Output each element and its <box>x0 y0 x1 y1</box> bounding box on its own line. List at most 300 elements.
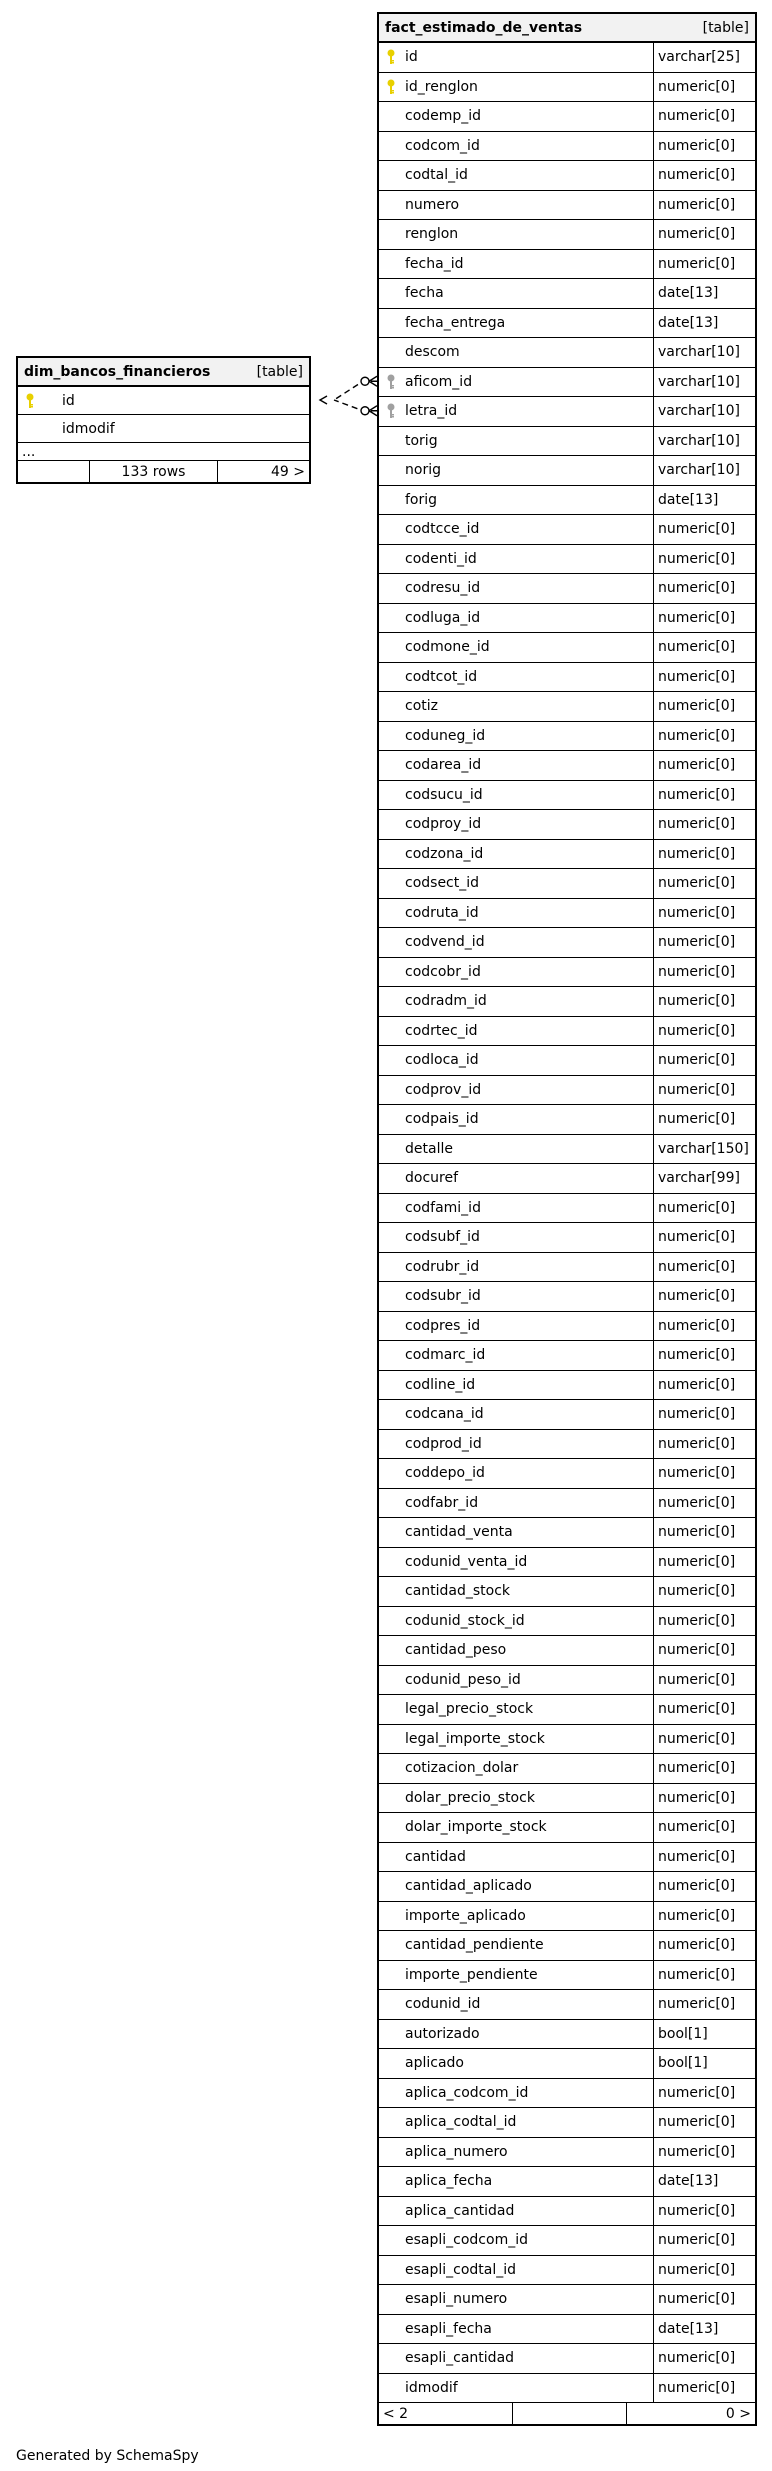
column-name <box>379 309 653 338</box>
column-name <box>379 810 653 839</box>
column-name-text: aplicado <box>405 2055 464 2072</box>
column-name <box>379 220 653 249</box>
column-type: numeric[0] <box>653 73 755 102</box>
column-name-text: codpres_id <box>405 1317 481 1334</box>
relationship-line-aficom-id[interactable] <box>334 381 377 400</box>
column-type: numeric[0] <box>653 2256 755 2285</box>
column-row-dolar-precio-stock[interactable] <box>379 1783 755 1813</box>
column-type: numeric[0] <box>653 1754 755 1783</box>
column-name-text: esapli_codcom_id <box>405 2232 528 2249</box>
column-row-codunid-id[interactable] <box>379 1989 755 2019</box>
column-row-cantidad-pendiente[interactable] <box>379 1930 755 1960</box>
column-name <box>379 722 653 751</box>
column-name <box>379 515 653 544</box>
column-name <box>379 574 653 603</box>
column-name <box>379 1371 653 1400</box>
column-row-codline-id[interactable] <box>379 1370 755 1400</box>
column-type: numeric[0] <box>653 1341 755 1370</box>
column-row-autorizado[interactable] <box>379 2019 755 2049</box>
column-name-text: dolar_precio_stock <box>405 1789 535 1806</box>
column-name-text: cantidad <box>405 1848 466 1865</box>
column-row-esapli-codtal-id[interactable] <box>379 2255 755 2285</box>
column-name <box>379 2020 653 2049</box>
column-type: numeric[0] <box>653 1017 755 1046</box>
column-row-importe-aplicado[interactable] <box>379 1901 755 1931</box>
column-type: numeric[0] <box>653 1076 755 1105</box>
column-type: numeric[0] <box>653 899 755 928</box>
column-row-codemp-id[interactable] <box>379 101 755 131</box>
column-row-codloca-id[interactable] <box>379 1045 755 1075</box>
column-name-text: torig <box>405 432 438 449</box>
column-name <box>379 191 653 220</box>
column-row-aficom-id[interactable] <box>379 367 755 397</box>
column-row-idmodif[interactable] <box>379 2373 755 2403</box>
column-type: numeric[0] <box>653 2197 755 2226</box>
column-row-forig[interactable] <box>379 485 755 515</box>
column-name <box>379 751 653 780</box>
column-type: numeric[0] <box>653 2108 755 2137</box>
column-name-text: codzona_id <box>405 845 484 862</box>
column-name <box>379 456 653 485</box>
column-type: numeric[0] <box>653 515 755 544</box>
column-name <box>379 663 653 692</box>
column-row-codtcot-id[interactable] <box>379 662 755 692</box>
column-type: numeric[0] <box>653 604 755 633</box>
column-name-text: importe_pendiente <box>405 1966 538 1983</box>
column-name-text: codcom_id <box>405 137 480 154</box>
column-name <box>379 958 653 987</box>
column-row-codprov-id[interactable] <box>379 1075 755 1105</box>
column-name <box>379 2344 653 2373</box>
ellipsis-row <box>18 442 309 460</box>
column-row-codmarc-id[interactable] <box>379 1340 755 1370</box>
column-row-cantidad-peso[interactable] <box>379 1635 755 1665</box>
column-name-text: esapli_cantidad <box>405 2350 515 2367</box>
column-row-codluga-id[interactable] <box>379 603 755 633</box>
column-type: numeric[0] <box>653 1046 755 1075</box>
column-row-aplica-numero[interactable] <box>379 2137 755 2167</box>
column-row-coduneg-id[interactable] <box>379 721 755 751</box>
column-name <box>379 2079 653 2108</box>
column-name-text: esapli_codtal_id <box>405 2261 517 2278</box>
column-type: bool[1] <box>653 2049 755 2078</box>
column-name <box>379 102 653 131</box>
column-type: numeric[0] <box>653 633 755 662</box>
column-type: varchar[10] <box>653 427 755 456</box>
column-name-text: codcobr_id <box>405 963 481 980</box>
column-name <box>379 73 653 102</box>
column-type: varchar[25] <box>653 43 755 72</box>
column-row-docuref[interactable] <box>379 1163 755 1193</box>
column-row-codpais-id[interactable] <box>379 1104 755 1134</box>
column-row-cantidad[interactable] <box>379 1842 755 1872</box>
column-name <box>379 1518 653 1547</box>
column-row-esapli-codcom-id[interactable] <box>379 2225 755 2255</box>
column-name-text: codmone_id <box>405 639 490 656</box>
column-name <box>379 1135 653 1164</box>
column-name-text: cotizacion_dolar <box>405 1760 519 1777</box>
column-name-text: cantidad_pendiente <box>405 1937 544 1954</box>
column-name-text: numero <box>405 196 460 213</box>
column-type: numeric[0] <box>653 220 755 249</box>
column-list <box>18 386 309 442</box>
column-row-codcobr-id[interactable] <box>379 957 755 987</box>
table-type: [table] <box>256 363 303 380</box>
column-type: numeric[0] <box>653 2285 755 2314</box>
column-name <box>379 2108 653 2137</box>
column-row-codruta-id[interactable] <box>379 898 755 928</box>
column-name-text: fecha_id <box>405 255 464 272</box>
column-row-fecha-entrega[interactable] <box>379 308 755 338</box>
column-type: numeric[0] <box>653 1282 755 1311</box>
column-name-text: codsucu_id <box>405 786 483 803</box>
column-row-codresu-id[interactable] <box>379 573 755 603</box>
column-name-text: cantidad_peso <box>405 1642 507 1659</box>
column-name <box>379 1548 653 1577</box>
optional-circle-marker <box>361 407 369 415</box>
column-row-cotizacion-dolar[interactable] <box>379 1753 755 1783</box>
column-row-aplica-codtal-id[interactable] <box>379 2107 755 2137</box>
column-name-text: fecha_entrega <box>405 314 506 331</box>
column-type: numeric[0] <box>653 1459 755 1488</box>
column-row-codunid-peso-id[interactable] <box>379 1665 755 1695</box>
column-name <box>18 415 308 442</box>
column-row-codenti-id[interactable] <box>379 544 755 574</box>
column-type: numeric[0] <box>653 1253 755 1282</box>
column-row-codrubr-id[interactable] <box>379 1252 755 1282</box>
column-type: numeric[0] <box>653 1577 755 1606</box>
column-name-text: codunid_venta_id <box>405 1553 528 1570</box>
column-row-codzona-id[interactable] <box>379 839 755 869</box>
column-name-text: codunid_stock_id <box>405 1612 525 1629</box>
column-type: date[13] <box>653 2167 755 2196</box>
column-row-fecha-id[interactable] <box>379 249 755 279</box>
column-type: numeric[0] <box>653 781 755 810</box>
column-row-cantidad-stock[interactable] <box>379 1576 755 1606</box>
column-type: varchar[99] <box>653 1164 755 1193</box>
column-type: numeric[0] <box>653 958 755 987</box>
column-type: numeric[0] <box>653 810 755 839</box>
column-row-dolar-importe-stock[interactable] <box>379 1812 755 1842</box>
column-name-text: coddepo_id <box>405 1465 485 1482</box>
column-type: numeric[0] <box>653 545 755 574</box>
column-name-text: codproy_id <box>405 816 482 833</box>
column-type: numeric[0] <box>653 102 755 131</box>
column-row-codvend-id[interactable] <box>379 927 755 957</box>
column-type: numeric[0] <box>653 1725 755 1754</box>
column-row-codcom-id[interactable] <box>379 131 755 161</box>
parent-count-link[interactable]: < 2 <box>379 2403 513 2424</box>
column-type: numeric[0] <box>653 1666 755 1695</box>
column-name <box>379 1961 653 1990</box>
column-row-codproy-id[interactable] <box>379 809 755 839</box>
column-name <box>379 1784 653 1813</box>
column-name-text: cotiz <box>405 698 438 715</box>
column-name-text: codradm_id <box>405 993 487 1010</box>
column-row-esapli-cantidad[interactable] <box>379 2343 755 2373</box>
column-name <box>379 1312 653 1341</box>
column-type: numeric[0] <box>653 1902 755 1931</box>
column-type: numeric[0] <box>653 1636 755 1665</box>
table-fact-estimado-de-ventas[interactable] <box>377 12 757 2426</box>
column-list <box>379 42 755 2402</box>
column-name-text: detalle <box>405 1140 453 1157</box>
column-name-text: esapli_fecha <box>405 2320 492 2337</box>
column-row-cantidad-venta[interactable] <box>379 1517 755 1547</box>
column-name-text: codrubr_id <box>405 1258 480 1275</box>
column-row-codsucu-id[interactable] <box>379 780 755 810</box>
column-row-legal-precio-stock[interactable] <box>379 1694 755 1724</box>
column-name <box>379 1902 653 1931</box>
column-row-esapli-numero[interactable] <box>379 2284 755 2314</box>
column-row-codmone-id[interactable] <box>379 632 755 662</box>
column-row-id-renglon[interactable] <box>379 72 755 102</box>
column-name <box>379 486 653 515</box>
column-row-aplica-codcom-id[interactable] <box>379 2078 755 2108</box>
column-name-text: codenti_id <box>405 550 477 567</box>
column-row-codarea-id[interactable] <box>379 750 755 780</box>
column-name-text: cantidad_stock <box>405 1583 511 1600</box>
column-name <box>379 2197 653 2226</box>
column-name-text: id_renglon <box>405 78 478 95</box>
column-name <box>379 1990 653 2019</box>
column-name <box>379 1282 653 1311</box>
column-name <box>379 1341 653 1370</box>
column-name <box>379 397 653 426</box>
row-count <box>513 2403 627 2424</box>
column-name-text: codsubr_id <box>405 1288 481 1305</box>
foreign-key-icon <box>386 403 396 419</box>
column-name <box>379 2285 653 2314</box>
column-name-text: codtcce_id <box>405 521 480 538</box>
column-name-text: codvend_id <box>405 934 485 951</box>
column-type: numeric[0] <box>653 1312 755 1341</box>
column-name <box>379 1400 653 1429</box>
column-row-esapli-fecha[interactable] <box>379 2314 755 2344</box>
column-row-aplicado[interactable] <box>379 2048 755 2078</box>
primary-key-icon <box>386 49 396 65</box>
column-type: numeric[0] <box>653 840 755 869</box>
column-name <box>379 987 653 1016</box>
column-name-text: codsubf_id <box>405 1229 480 1246</box>
column-name <box>379 1725 653 1754</box>
column-name <box>379 1754 653 1783</box>
column-row-codpres-id[interactable] <box>379 1311 755 1341</box>
column-row-numero[interactable] <box>379 190 755 220</box>
column-row-id[interactable] <box>18 386 309 414</box>
column-name <box>18 387 308 414</box>
column-type: numeric[0] <box>653 191 755 220</box>
column-type: numeric[0] <box>653 1105 755 1134</box>
column-name-text: renglon <box>405 226 459 243</box>
column-row-codunid-stock-id[interactable] <box>379 1606 755 1636</box>
table-name[interactable]: fact_estimado_de_ventas <box>385 19 583 36</box>
table-dim-bancos-financieros[interactable] <box>16 356 311 484</box>
column-type: numeric[0] <box>653 2079 755 2108</box>
column-name <box>379 1931 653 1960</box>
column-name <box>379 1813 653 1842</box>
column-row-idmodif[interactable] <box>18 414 309 442</box>
table-footer <box>18 460 309 482</box>
table-type: [table] <box>702 19 749 36</box>
column-name-text: aficom_id <box>405 373 473 390</box>
column-name-text: autorizado <box>405 2025 480 2042</box>
column-row-codsect-id[interactable] <box>379 868 755 898</box>
column-name-text: cantidad_aplicado <box>405 1878 532 1895</box>
column-type: numeric[0] <box>653 928 755 957</box>
column-row-aplica-cantidad[interactable] <box>379 2196 755 2226</box>
column-type: numeric[0] <box>653 250 755 279</box>
column-name-text: id <box>62 392 75 409</box>
column-row-aplica-fecha[interactable] <box>379 2166 755 2196</box>
column-name <box>379 1636 653 1665</box>
column-type: varchar[10] <box>653 338 755 367</box>
column-type: date[13] <box>653 309 755 338</box>
column-name-text: codunid_peso_id <box>405 1671 521 1688</box>
column-row-codrtec-id[interactable] <box>379 1016 755 1046</box>
column-name-text: codcana_id <box>405 1406 484 1423</box>
column-type: numeric[0] <box>653 1872 755 1901</box>
column-name-text: aplica_numero <box>405 2143 508 2160</box>
column-name-text: codline_id <box>405 1376 476 1393</box>
column-name <box>379 1695 653 1724</box>
column-row-codsubr-id[interactable] <box>379 1281 755 1311</box>
column-row-torig[interactable] <box>379 426 755 456</box>
column-name <box>379 1164 653 1193</box>
column-type: numeric[0] <box>653 1371 755 1400</box>
column-row-codtal-id[interactable] <box>379 160 755 190</box>
column-name-text: codloca_id <box>405 1052 479 1069</box>
column-row-norig[interactable] <box>379 455 755 485</box>
column-name <box>379 2226 653 2255</box>
column-name-text: legal_precio_stock <box>405 1701 534 1718</box>
column-name <box>379 781 653 810</box>
table-footer <box>379 2402 755 2424</box>
generated-by-credit: Generated by SchemaSpy <box>16 2448 199 2464</box>
column-name <box>379 1607 653 1636</box>
column-row-descom[interactable] <box>379 337 755 367</box>
child-count-link[interactable]: 0 > <box>725 2405 751 2422</box>
footer-left <box>18 461 90 482</box>
column-name-text: importe_aplicado <box>405 1907 526 1924</box>
column-name-text: codluga_id <box>405 609 481 626</box>
column-row-codtcce-id[interactable] <box>379 514 755 544</box>
column-type: numeric[0] <box>653 1784 755 1813</box>
column-name <box>379 1430 653 1459</box>
column-name <box>379 1843 653 1872</box>
column-name <box>379 1459 653 1488</box>
column-name-text: docuref <box>405 1170 459 1187</box>
column-type: varchar[10] <box>653 456 755 485</box>
column-row-fecha[interactable] <box>379 278 755 308</box>
column-name <box>379 279 653 308</box>
column-name-text: codunid_id <box>405 1996 481 2013</box>
column-type: numeric[0] <box>653 1695 755 1724</box>
column-row-importe-pendiente[interactable] <box>379 1960 755 1990</box>
column-row-codprod-id[interactable] <box>379 1429 755 1459</box>
column-type: numeric[0] <box>653 574 755 603</box>
primary-key-icon <box>386 79 396 95</box>
column-name-text: codprov_id <box>405 1081 482 1098</box>
column-name-text: aplica_fecha <box>405 2173 493 2190</box>
column-name <box>379 899 653 928</box>
child-count-link[interactable]: 49 > <box>271 463 305 480</box>
column-name-text: idmodif <box>405 2379 458 2396</box>
column-name <box>379 928 653 957</box>
column-name-text: aplica_codcom_id <box>405 2084 529 2101</box>
column-name <box>379 2167 653 2196</box>
column-type: numeric[0] <box>653 1843 755 1872</box>
column-type: numeric[0] <box>653 1430 755 1459</box>
column-name <box>379 633 653 662</box>
column-name <box>379 132 653 161</box>
column-name-text: codsect_id <box>405 875 480 892</box>
column-row-codfabr-id[interactable] <box>379 1488 755 1518</box>
column-row-id[interactable] <box>379 42 755 72</box>
column-name <box>379 338 653 367</box>
column-row-codcana-id[interactable] <box>379 1399 755 1429</box>
column-name-text: descom <box>405 344 460 361</box>
column-type: numeric[0] <box>653 722 755 751</box>
column-type: varchar[150] <box>653 1135 755 1164</box>
column-name-text: coduneg_id <box>405 727 486 744</box>
column-name <box>379 2049 653 2078</box>
column-name-text: legal_importe_stock <box>405 1730 545 1747</box>
column-name-text: norig <box>405 462 441 479</box>
column-name <box>379 1577 653 1606</box>
column-type: numeric[0] <box>653 2138 755 2167</box>
column-row-renglon[interactable] <box>379 219 755 249</box>
column-name-text: codpais_id <box>405 1111 479 1128</box>
column-row-cantidad-aplicado[interactable] <box>379 1871 755 1901</box>
column-type: numeric[0] <box>653 1489 755 1518</box>
column-name <box>379 1017 653 1046</box>
column-row-codfami-id[interactable] <box>379 1193 755 1223</box>
table-header <box>18 358 309 386</box>
column-name-text: codfami_id <box>405 1199 481 1216</box>
column-name <box>379 2374 653 2403</box>
table-name[interactable]: dim_bancos_financieros <box>24 363 211 380</box>
column-row-coddepo-id[interactable] <box>379 1458 755 1488</box>
column-type: bool[1] <box>653 2020 755 2049</box>
column-name <box>379 1046 653 1075</box>
column-name <box>379 43 653 72</box>
column-name <box>379 368 653 397</box>
column-name-text: idmodif <box>62 420 115 437</box>
column-name <box>379 2138 653 2167</box>
column-row-legal-importe-stock[interactable] <box>379 1724 755 1754</box>
column-name <box>379 1105 653 1134</box>
column-row-codradm-id[interactable] <box>379 986 755 1016</box>
column-name <box>379 1194 653 1223</box>
column-name-text: forig <box>405 491 438 508</box>
column-name-text: fecha <box>405 285 444 302</box>
column-row-codsubf-id[interactable] <box>379 1222 755 1252</box>
column-type: numeric[0] <box>653 1961 755 1990</box>
column-name <box>379 2256 653 2285</box>
column-name <box>379 869 653 898</box>
column-row-letra-id[interactable] <box>379 396 755 426</box>
column-name <box>379 1253 653 1282</box>
column-type: date[13] <box>653 2315 755 2344</box>
column-row-codunid-venta-id[interactable] <box>379 1547 755 1577</box>
column-type: date[13] <box>653 486 755 515</box>
column-type: numeric[0] <box>653 1223 755 1252</box>
column-type: varchar[10] <box>653 368 755 397</box>
optional-circle-marker <box>361 377 369 385</box>
column-row-cotiz[interactable] <box>379 691 755 721</box>
column-row-detalle[interactable] <box>379 1134 755 1164</box>
